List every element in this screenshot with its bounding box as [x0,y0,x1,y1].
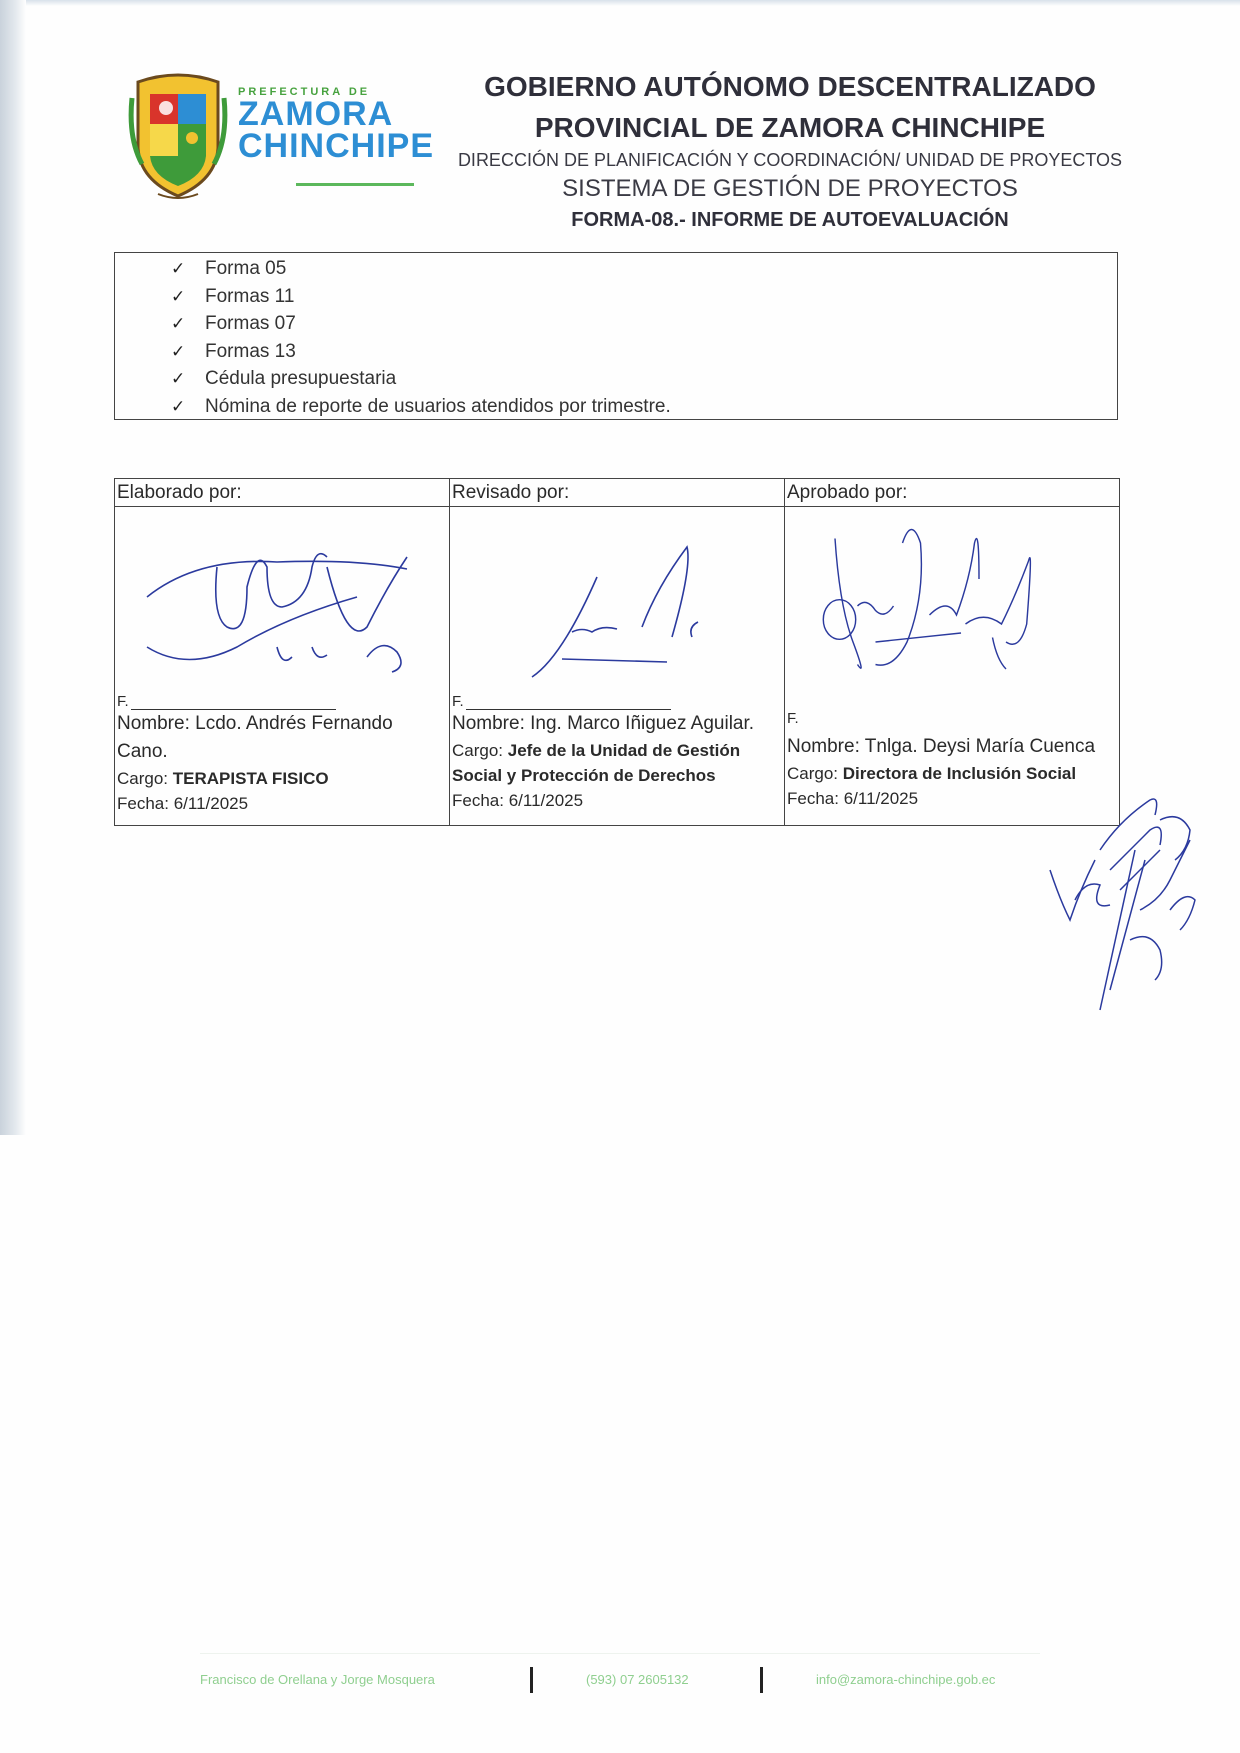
aprobado-header: Aprobado por: [785,479,1120,507]
signature-header-row [115,479,1120,507]
list-item: ✓ Cédula presupuestaria [171,365,671,393]
visto-bueno-handwritten-icon [1040,790,1200,1030]
document-header [395,66,1185,235]
footer-divider [200,1653,1040,1654]
brand-line1: ZAMORA [238,95,394,133]
list-item: ✓ Nómina de reporte de usuarios atendidos por trimestre. [171,393,671,421]
list-item: ✓ Forma 05 [171,255,671,283]
aprobado-cell: F. Nombre: Tnlga. Deysi María Cuenca Cargo: Directora de Inclusión Social Fecha: 6/11/2025 [785,507,1120,826]
aprobado-name: Tnlga. Deysi María Cuenca [864,736,1096,757]
check-icon: ✓ [171,286,186,306]
signature-aprobado-icon [785,507,1119,687]
revisado-header: Revisado por: [450,479,785,507]
footer-email: info@zamora-chinchipe.gob.ec [816,1672,996,1687]
checklist-box [114,252,1118,420]
check-icon: ✓ [171,341,186,361]
footer-phone: (593) 07 2605132 [586,1672,689,1687]
check-icon: ✓ [171,396,186,416]
elaborado-cargo: TERAPISTA FISICO [172,769,329,788]
title-line-1: GOBIERNO AUTÓNOMO DESCENTRALIZADO [484,71,1096,102]
title-line-2: PROVINCIAL DE ZAMORA CHINCHIPE [534,112,1046,143]
revisado-name: Ing. Marco Iñiguez Aguilar. [530,713,755,734]
revisado-cell: F. Nombre: Ing. Marco Iñiguez Aguilar. Cargo: Jefe de la Unidad de Gestión Social y Protección de Derechos Fecha: 6/11/2025 [450,507,785,826]
check-icon: ✓ [171,314,186,334]
signature-body-row [115,507,1120,826]
prefectura-shield-logo-icon [128,68,228,204]
signature-elaborado-icon [115,507,449,687]
revisado-cargo: Jefe de la Unidad de Gestión [507,741,741,760]
aprobado-fecha: Fecha: 6/11/2025 [787,789,919,808]
signature-table [114,478,1120,826]
check-icon: ✓ [171,259,186,278]
list-item: ✓ Formas 07 [171,310,671,338]
list-item: ✓ Formas 11 [171,283,671,311]
elaborado-name: Lcdo. Andrés Fernando [195,713,393,734]
footer-address: Francisco de Orellana y Jorge Mosquera [200,1672,435,1687]
elaborado-header: Elaborado por: [115,479,450,507]
system-title: SISTEMA DE GESTIÓN DE PROYECTOS [562,175,1018,202]
scan-left-edge [0,0,26,1135]
department-subtitle: DIRECCIÓN DE PLANIFICACIÓN Y COORDINACIÓN/ UNIDAD DE PROYECTOS [457,150,1123,170]
scan-top-edge [0,0,1240,6]
form-title: FORMA-08.- INFORME DE AUTOEVALUACIÓN [571,209,1009,231]
checklist [171,255,671,421]
revisado-fecha: Fecha: 6/11/2025 [452,791,584,810]
brand-small: PREFECTURA DE [238,86,371,98]
elaborado-cell: F. Nombre: Lcdo. Andrés Fernando Cano. Cargo: TERAPISTA FISICO Fecha: 6/11/2025 [115,507,450,826]
brand-line2: CHINCHIPE [238,127,435,165]
elaborado-name-cont: Cano. [117,741,168,762]
aprobado-cargo: Directora de Inclusión Social [842,764,1077,783]
list-item: ✓ Formas 13 [171,338,671,366]
elaborado-fecha: Fecha: 6/11/2025 [117,794,249,813]
revisado-cargo-cont: Social y Protección de Derechos [452,766,716,785]
footer-separator [530,1667,533,1693]
signature-revisado-icon [450,507,784,687]
footer-separator [760,1667,763,1693]
check-icon: ✓ [171,369,186,389]
